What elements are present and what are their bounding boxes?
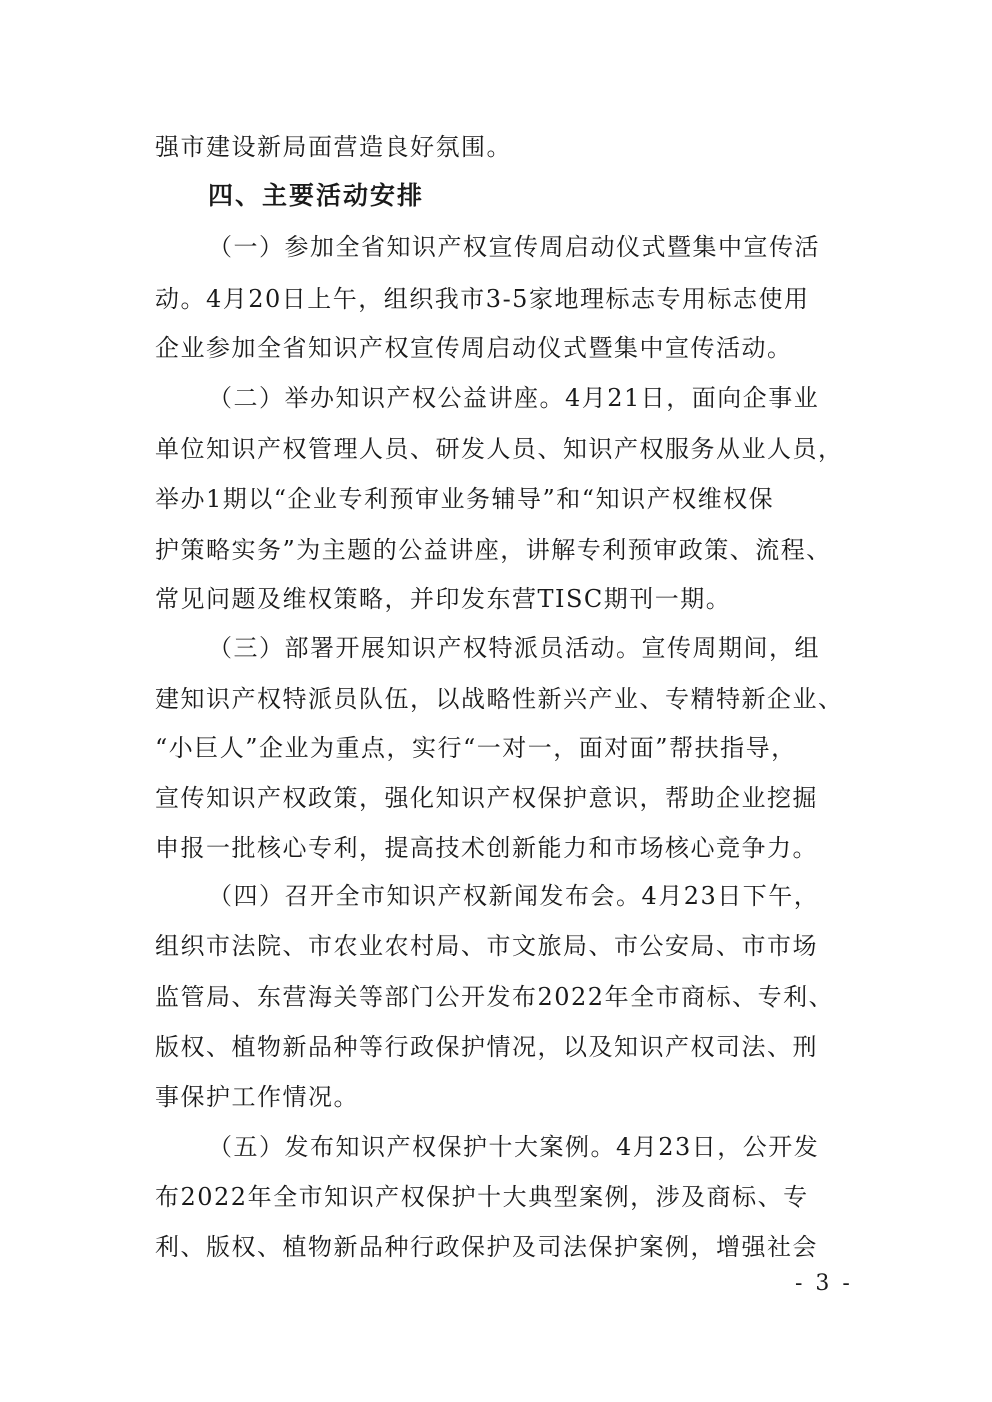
paragraph-line: “小巨人”企业为重点，实行“一对一，面对面”帮扶指导，: [155, 734, 797, 762]
section-heading: 四、主要活动安排: [208, 181, 425, 210]
paragraph-line: 动。4月20日上午，组织我市3-5家地理标志专用标志使用: [155, 285, 810, 313]
paragraph-line: （三）部署开展知识产权特派员活动。宣传周期间，组: [208, 634, 820, 662]
paragraph-line: 宣传知识产权政策，强化知识产权保护意识，帮助企业挖掘: [155, 784, 818, 812]
paragraph-line: 企业参加全省知识产权宣传周启动仪式暨集中宣传活动。: [155, 334, 793, 362]
paragraph-line: 举办1期以“企业专利预审业务辅导”和“知识产权维权保: [155, 485, 775, 513]
paragraph-line: （一）参加全省知识产权宣传周启动仪式暨集中宣传活: [208, 233, 820, 261]
paragraph-line: （五）发布知识产权保护十大案例。4月23日，公开发: [208, 1133, 820, 1161]
paragraph-line: 布2022年全市知识产权保护十大典型案例，涉及商标、专: [155, 1183, 809, 1211]
paragraph-line: 单位知识产权管理人员、研发人员、知识产权服务从业人员，: [155, 435, 844, 463]
paragraph-line: 监管局、东营海关等部门公开发布2022年全市商标、专利、: [155, 983, 835, 1011]
paragraph-line: （四）召开全市知识产权新闻发布会。4月23日下午，: [208, 882, 820, 910]
page-number: - 3 -: [795, 1271, 853, 1296]
paragraph-line: 版权、植物新品种等行政保护情况，以及知识产权司法、刑: [155, 1033, 818, 1061]
paragraph-line: 事保护工作情况。: [155, 1083, 359, 1111]
paragraph-line: 建知识产权特派员队伍，以战略性新兴产业、专精特新企业、: [155, 685, 844, 713]
paragraph-line: （二）举办知识产权公益讲座。4月21日，面向企事业: [208, 384, 820, 412]
paragraph-line: 组织市法院、市农业农村局、市文旅局、市公安局、市市场: [155, 932, 818, 960]
paragraph-line: 利、版权、植物新品种行政保护及司法保护案例，增强社会: [155, 1233, 818, 1261]
paragraph-line: 强市建设新局面营造良好氛围。: [155, 133, 512, 161]
paragraph-line: 护策略实务”为主题的公益讲座，讲解专利预审政策、流程、: [155, 536, 832, 564]
paragraph-line: 常见问题及维权策略，并印发东营TISC期刊一期。: [155, 585, 732, 613]
paragraph-line: 申报一批核心专利，提高技术创新能力和市场核心竞争力。: [155, 834, 818, 862]
